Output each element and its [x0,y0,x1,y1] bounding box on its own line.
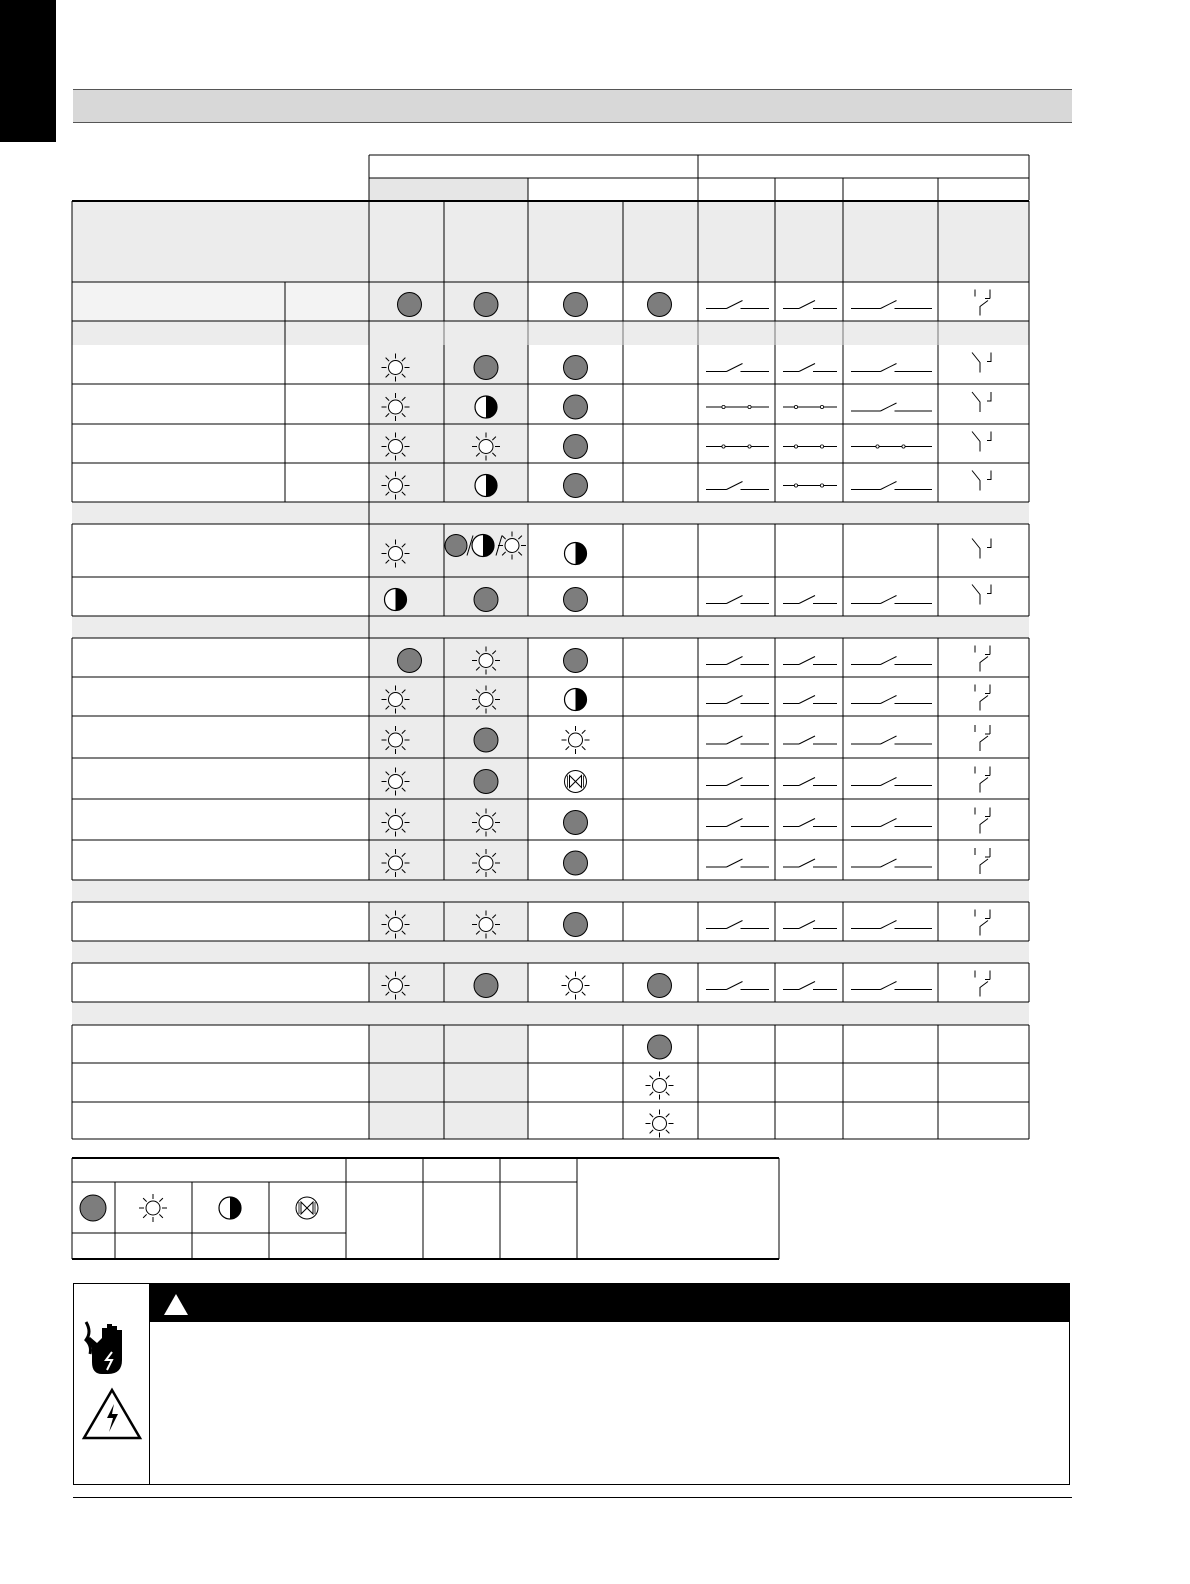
electric-shock-hand-icon [74,1314,149,1394]
footer-rule [73,1497,1072,1498]
warning-icon-column [74,1284,150,1484]
led-ray [159,1198,163,1202]
led-alternating-icon [296,1197,318,1219]
led-ray [143,1198,147,1202]
led-on-icon [139,1194,167,1222]
led-on-body [146,1201,160,1215]
high-voltage-triangle-icon [74,1384,149,1444]
led-ray [143,1214,147,1218]
warning-triangle-icon [161,1290,191,1320]
warning-header-bar [149,1284,1069,1322]
warning-box [73,1283,1070,1485]
led-ray [159,1214,163,1218]
led-flash-half [230,1197,241,1219]
led-off-icon [80,1195,106,1221]
led-flashing-icon [219,1197,241,1219]
